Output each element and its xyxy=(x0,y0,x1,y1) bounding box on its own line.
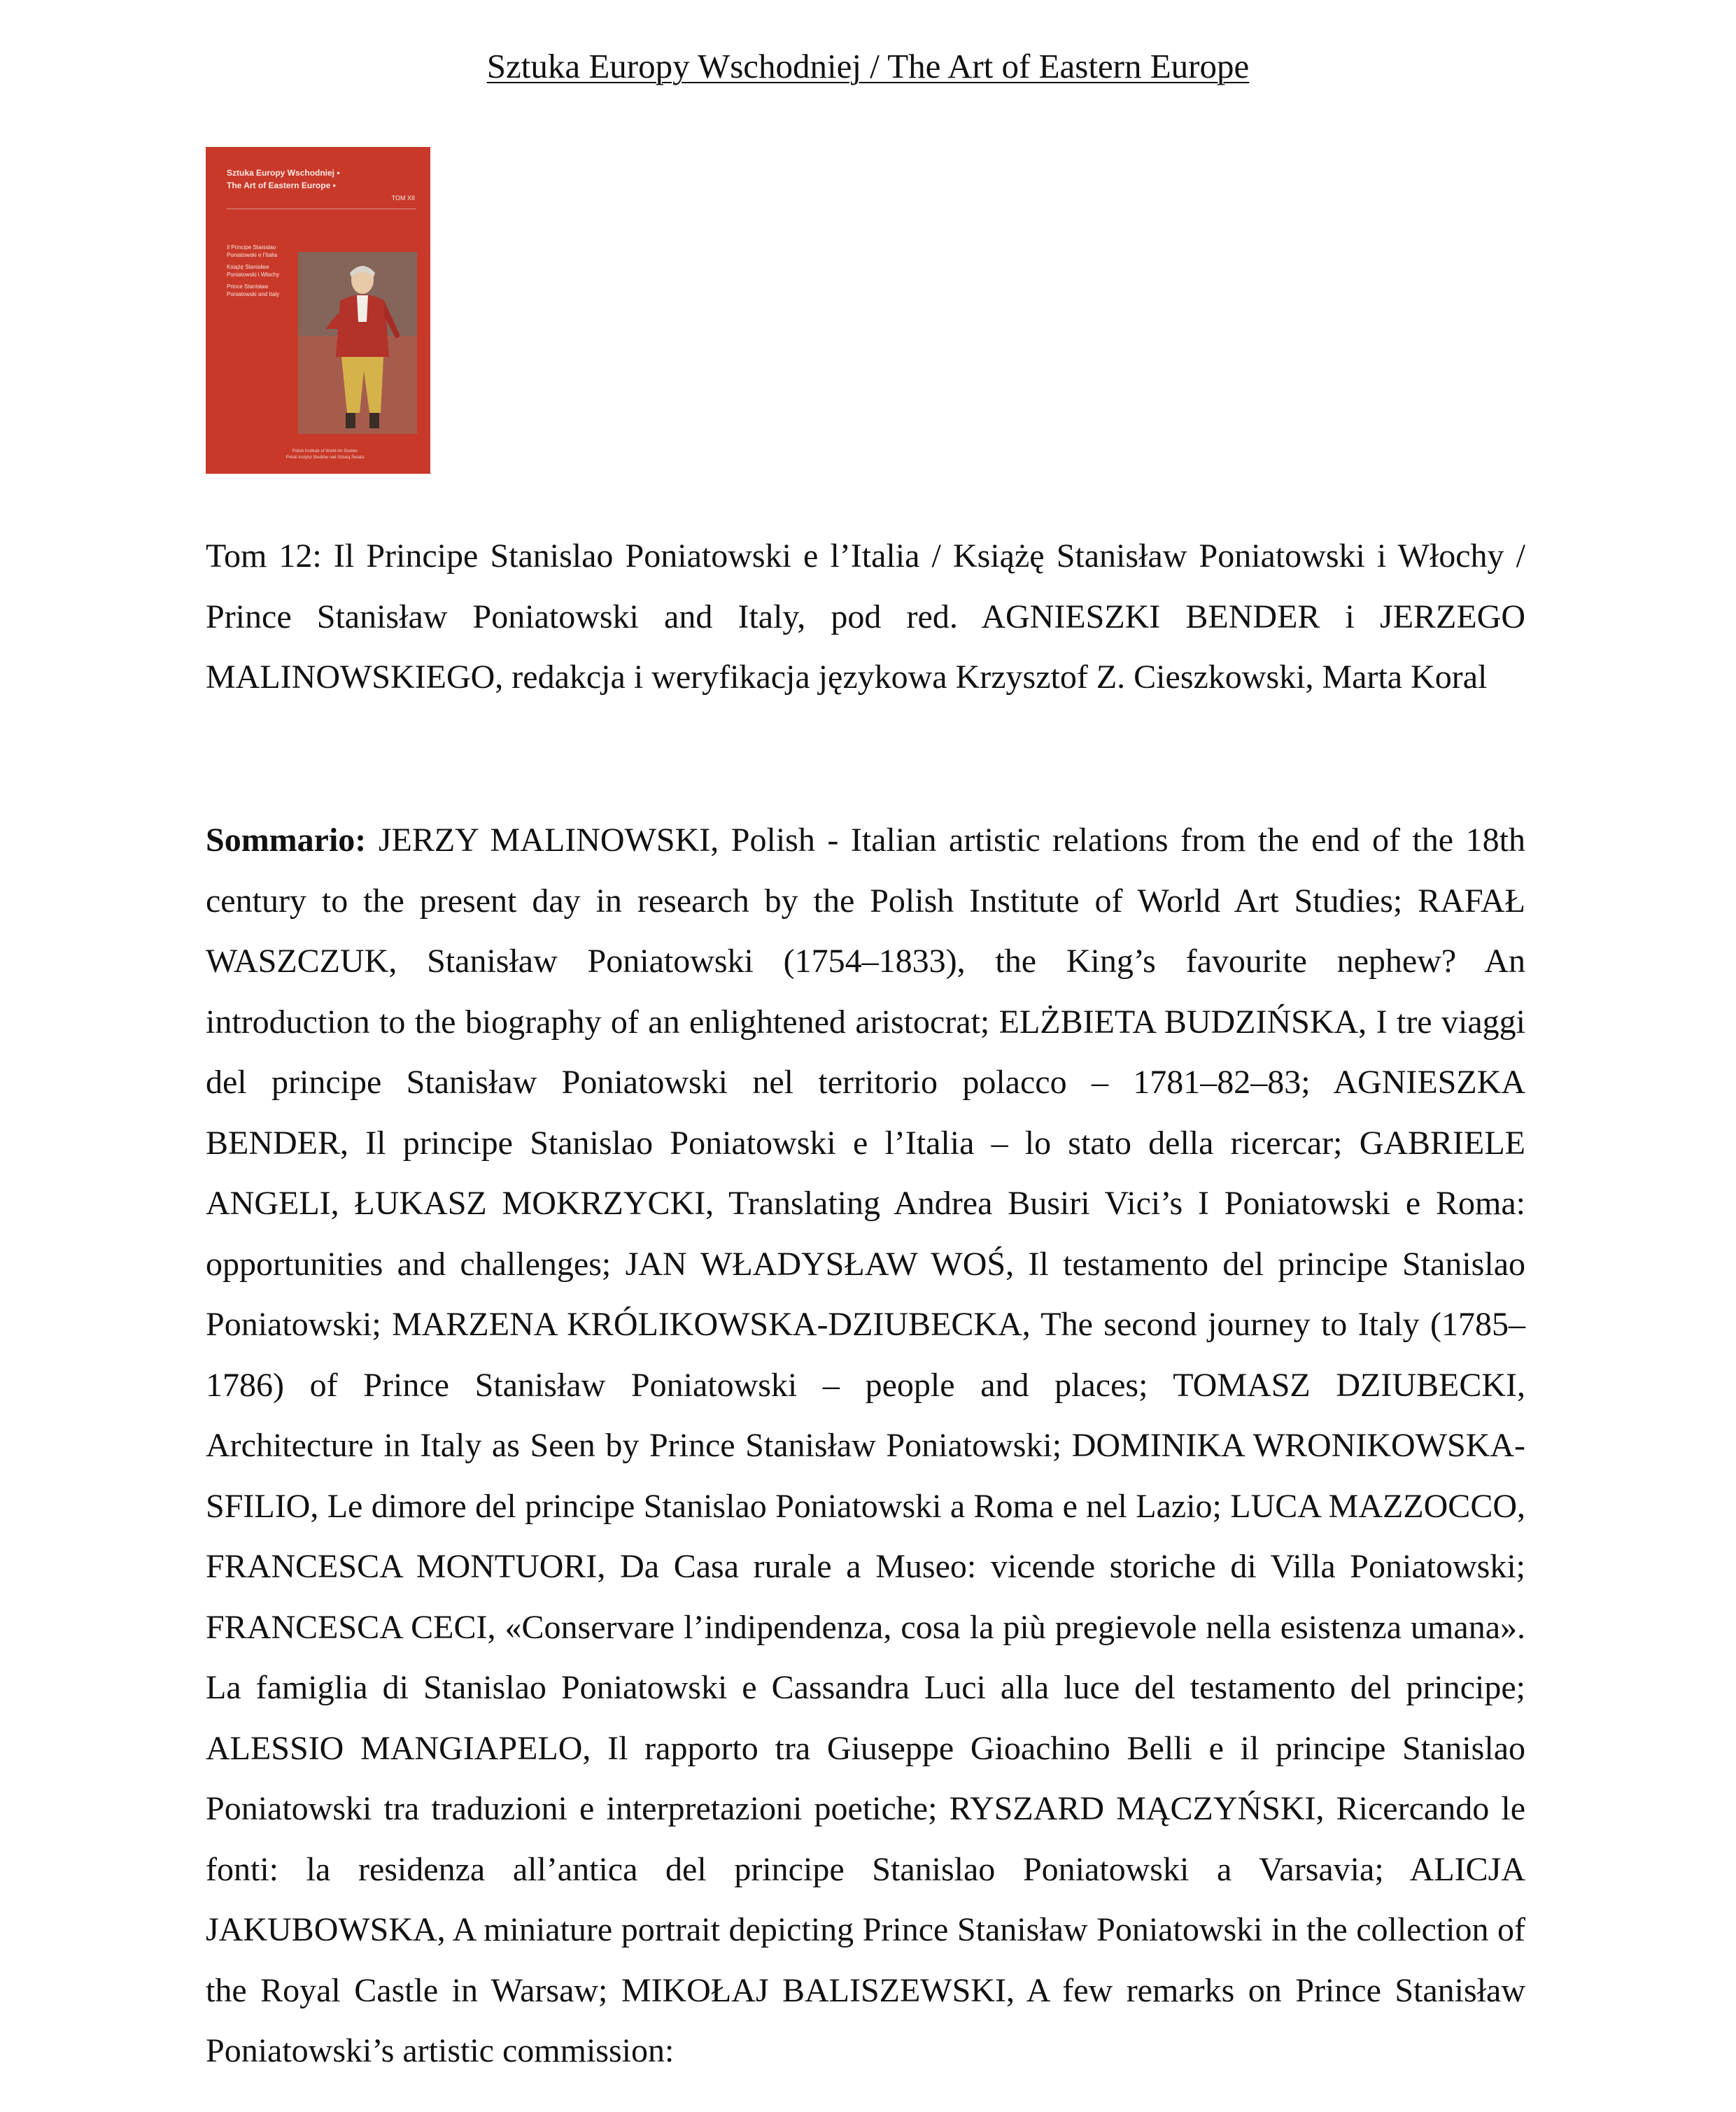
volume-description: Tom 12: Il Principe Stanislao Poniatowski e l’Italia / Książę Stanisław Poniatowski i Włochy / Prince Stanisław Poniatowski and Italy, pod red. AGNIESZKI BENDER i JERZEGO MALINOWSKIEGO, redakcja i weryfikacja językowa Krzysztof Z. Cieszkowski, Marta Koral xyxy=(206,537,1525,696)
summary-label: Sommario: xyxy=(206,822,367,859)
cover-title xyxy=(227,167,416,192)
cover-portrait-illustration xyxy=(298,252,417,434)
cover-title-line: The Art of Eastern Europe • xyxy=(227,181,336,190)
cover-subtitle: Książę Stanisław Poniatowski i Włochy xyxy=(227,264,280,278)
page-header-title[interactable]: Sztuka Europy Wschodniej / The Art of Eastern Europe xyxy=(486,47,1250,85)
cover-title-line: Sztuka Europy Wschodniej • xyxy=(227,168,340,178)
cover-subtitle: Il Principe Stanislao Poniatowski e l’Italia xyxy=(227,244,278,258)
cover-footer-line: Polski Instytut Studiów nad Sztuką Świata xyxy=(285,456,365,460)
cover-footer-line: Polish Institute of World Art Studies xyxy=(292,449,358,453)
table-of-contents-summary xyxy=(206,810,1525,2082)
cover-volume-number: TOM XII xyxy=(391,195,415,202)
cover-subtitle: Prince Stanisław Poniatowski and Italy xyxy=(227,283,280,297)
book-cover-image[interactable] xyxy=(206,147,430,474)
cover-subtitles xyxy=(227,244,290,302)
summary-text: JERZY MALINOWSKI, Polish - Italian artistic relations from the end of the 18th century to the present day in research by the Polish Institute of World Art Studies; RAFAŁ WASZCZUK, Stanisław Poniatowski (1754–1833), the King’s favourite nephew? An introduction to the biography of an enlightened aristocrat; ELŻBIETA BUDZIŃSKA, I tre viaggi del principe Stanisław Poniatowski nel territorio polacco – 1781–82–83; AGNIESZKA BENDER, Il principe Stanislao Poniatowski e l’Italia – lo stato della ricercar; GABRIELE ANGELI, ŁUKASZ MOKRZYCKI, Translating Andrea Busiri Vici’s I Poniatowski e Roma: opportunities and challenges; JAN WŁADYSŁAW WOŚ, Il testamento del principe Stanislao Poniatowski; MARZENA KRÓLIKOWSKA-DZIUBECKA, The second journey to Italy (1785–1786) of Prince Stanisław Poniatowski – people and places; TOMASZ DZIUBECKI, Architecture in Italy as Seen by Prince Stanisław Poniatowski; DOMINIKA WRONIKOWSKA-SFILIO, Le dimore del principe Stanislao Poniatowski a Roma e nel Lazio; LUCA MAZZOCCO, FRANCESCA MONTUORI, Da Casa rurale a Museo: vicende storiche di Villa Poniatowski; FRANCESCA CECI, «Conservare l’indipendenza, cosa la più pregievole nella esistenza umana». La famiglia di Stanislao Poniatowski e Cassandra Luci alla luce del testamento del principe; ALESSIO MANGIAPELO, Il rapporto tra Giuseppe Gioachino Belli e il principe Stanislao Poniatowski tra traduzioni e interpretazioni poetiche; RYSZARD MĄCZYŃSKI, Ricercando le fonti: la residenza all’antica del principe Stanislao Poniatowski a Varsavia; ALICJA JAKUBOWSKA, A miniature portrait depicting Prince Stanisław Poniatowski in the collection of the Royal Castle in Warsaw; MIKOŁAJ BALISZEWSKI, A few remarks on Prince Stanisław Poniatowski’s artistic commission: xyxy=(206,822,1525,2069)
cover-footer xyxy=(248,449,402,461)
